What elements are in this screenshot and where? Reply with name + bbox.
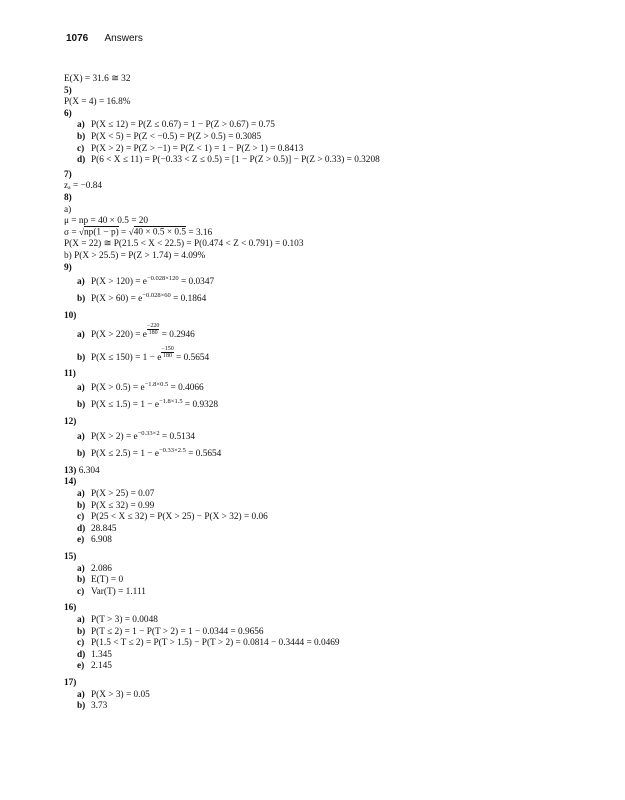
sub-answer: a) $P(X > 120) = e^{-0.028\times 120} = 0.0347$ — [77, 275, 215, 288]
item-label: b) — [77, 131, 86, 142]
answer-line: 13) 6.304 — [64, 465, 100, 476]
sub-answer: b) P(X ≤ 150) = 1 − e $\frac{-150}{180}$ = 0.5654 — [77, 345, 210, 363]
answer-line: σ = √np(1 − p) = √40 × 0.5 × 0.5 = 3.16 — [64, 227, 213, 238]
page-number: 1076 — [66, 33, 89, 44]
answer-text: P(6 < X ≤ 11) = P(−0.33 < Z ≤ 0.5) = [1 − P(Z > 0.5)] − P(Z > 0.33) = 0.3208 — [91, 155, 380, 166]
sub-answer — [64, 144, 584, 156]
problem-number: 16) — [64, 603, 77, 614]
problem-number: 9) — [64, 262, 72, 273]
sub-answer — [64, 155, 584, 167]
sub-answer: a) P(T > 3) = 0.0048 — [77, 615, 158, 625]
answer-line: b) P(X > 25.5) = P(Z > 1.74) = 4.09% — [64, 250, 206, 261]
answer-line: μ = np = 40 × 0.5 = 20 — [64, 216, 149, 227]
sub-answer: a) P(X > 220) = e $\frac{-220}{180}$ = 0.2946 — [77, 322, 195, 340]
running-title: Answers — [104, 33, 143, 44]
item-label: a) — [77, 120, 85, 131]
sub-answer: c) P(1.5 < T ≤ 2) = P(T > 1.5) − P(T > 2) = 0.0814 − 0.3444 = 0.0469 — [77, 638, 340, 649]
problem-number: 17) — [64, 677, 77, 688]
problem-number: 6) — [64, 108, 72, 119]
problem-number: 14) — [64, 477, 77, 488]
sub-answer: d) 28.845 — [77, 523, 117, 534]
sub-answer: b) $P(X \le 1.5) = 1 - e^{-1.8\times 1.5} = 0.9328$ — [77, 398, 219, 411]
sub-answer: c) Var(T) = 1.111 — [77, 586, 146, 597]
sub-answer: b) P(T ≤ 2) = 1 − P(T > 2) = 1 − 0.0344 = 0.9656 — [77, 626, 264, 637]
sub-answer: a) $P(X > 2) = e^{-0.33\times 2} = 0.5134$ — [77, 429, 196, 442]
answer-text: P(X > 2) = P(Z > −1) = P(Z < 1) = 1 − P(Z > 1) = 0.8413 — [91, 143, 304, 154]
problem-number: 12) — [64, 417, 77, 428]
exponent-fraction: $\frac{-220}{180}$ — [146, 322, 160, 336]
sub-answer: a) 2.086 — [77, 563, 112, 574]
answer-line: P(X = 4) = 16.8% — [64, 97, 131, 108]
sub-answer: e) 2.145 — [77, 661, 112, 672]
sub-answer — [64, 132, 584, 144]
sub-answer: a) P(X > 3) = 0.05 — [77, 689, 150, 700]
sub-answer: b) $P(X > 60) = e^{-0.028\times 60} = 0.1864$ — [77, 292, 207, 305]
item-label: a) — [64, 204, 72, 215]
answers-content — [64, 74, 584, 713]
page-header — [66, 33, 143, 44]
exponent-fraction: $\frac{-150}{180}$ — [161, 345, 174, 359]
problem-number: 7) — [64, 169, 72, 180]
problem-number: 11) — [64, 368, 76, 379]
answer-text: P(X < 5) = P(Z < −0.5) = P(Z > 0.5) = 0.3085 — [91, 131, 262, 142]
problem-number: 13) — [64, 465, 77, 476]
answer-text: P(X ≤ 12) = P(Z ≤ 0.67) = 1 − P(Z > 0.67) = 0.75 — [91, 120, 275, 131]
sub-answer: b) E(T) = 0 — [77, 575, 124, 586]
sub-answer: b) $P(X \le 2.5) = 1 - e^{-0.33\times 2.5} = 0.5654$ — [77, 446, 222, 459]
problem-number: 15) — [64, 552, 77, 563]
problem-number: 8) — [64, 192, 72, 203]
answer-line: zₐ = −0.84 — [64, 181, 103, 192]
problem-number: 5) — [64, 85, 72, 96]
sub-answer: b) P(X ≤ 32) = 0.99 — [77, 500, 155, 511]
sub-answer — [64, 120, 584, 132]
answer-line: P(X = 22) ≅ P(21.5 < X < 22.5) = P(0.474 < Z < 0.791) = 0.103 — [64, 239, 304, 250]
sub-answer: b) 3.73 — [77, 701, 108, 712]
sub-answer: a) P(X > 25) = 0.07 — [77, 489, 155, 500]
answer-line: E(X) = 31.6 ≅ 32 — [64, 74, 131, 84]
sub-answer: c) P(25 < X ≤ 32) = P(X > 25) − P(X > 32) = 0.06 — [77, 512, 268, 523]
sqrt-radicand: 40 × 0.5 × 0.5 — [133, 227, 187, 238]
item-label: c) — [77, 143, 85, 154]
sub-answer: e) 6.908 — [77, 535, 112, 546]
sub-answer: a) $P(X > 0.5) = e^{-1.8\times 0.5} = 0.4066$ — [77, 381, 204, 394]
sub-answer: d) 1.345 — [77, 649, 112, 660]
problem-number: 10) — [64, 311, 77, 322]
sqrt-radicand: np(1 − p) — [84, 227, 119, 238]
item-label: d) — [77, 155, 86, 166]
